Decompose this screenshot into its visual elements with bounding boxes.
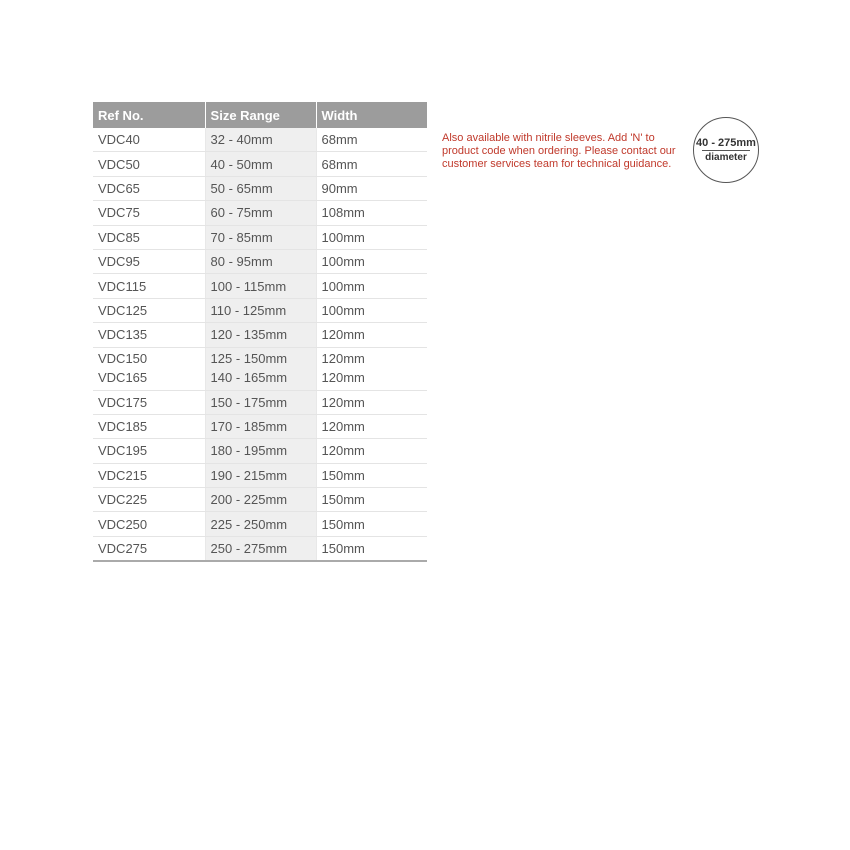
cell-width: 120mm <box>321 351 365 367</box>
cell-size-range: 70 - 85mm <box>205 225 316 249</box>
cell-ref: VDC65 <box>93 176 205 200</box>
cell-size-range: 200 - 225mm <box>205 488 316 512</box>
table-row <box>93 390 427 414</box>
cell-size-range: 60 - 75mm <box>205 201 316 225</box>
cell-size-range: 40 - 50mm <box>205 152 316 176</box>
header-width: Width <box>316 102 427 128</box>
cell-size-range: 140 - 165mm <box>205 370 316 391</box>
cell-width: 100mm <box>316 249 427 273</box>
cell-ref: VDC185 <box>93 414 205 438</box>
cell-width: 150mm <box>316 488 427 512</box>
cell-width: 68mm <box>316 128 427 152</box>
cell-ref: VDC225 <box>93 488 205 512</box>
table-row <box>93 128 427 152</box>
cell-ref: VDC50 <box>93 152 205 176</box>
cell-ref: VDC75 <box>93 201 205 225</box>
cell-size-range: 190 - 215mm <box>205 463 316 487</box>
cell-ref: VDC85 <box>93 225 205 249</box>
cell-ref: VDC215 <box>93 463 205 487</box>
table-row <box>93 536 427 561</box>
cell-size-range: 50 - 65mm <box>205 176 316 200</box>
cell-width: 120mm <box>316 370 427 391</box>
cell-size-range: 80 - 95mm <box>205 249 316 273</box>
cell-width: 150mm <box>316 536 427 561</box>
cell-size-range: 125 - 150mm <box>205 347 316 370</box>
table-row <box>93 439 427 463</box>
cell-ref: VDC275 <box>93 536 205 561</box>
cell-width: 120mm <box>316 439 427 463</box>
cell-size-range: 32 - 40mm <box>205 128 316 152</box>
cell-width: 150mm <box>316 512 427 536</box>
cell-ref: VDC175 <box>93 390 205 414</box>
badge-divider <box>702 150 750 151</box>
cell-ref: VDC150 <box>93 347 205 370</box>
cell-size-range: 150 - 175mm <box>205 390 316 414</box>
table-row <box>93 176 427 200</box>
cell-ref: VDC165 <box>93 370 205 391</box>
table-row <box>93 225 427 249</box>
cell-size-range: 170 - 185mm <box>205 414 316 438</box>
header-ref: Ref No. <box>93 102 205 128</box>
table-row <box>93 323 427 347</box>
cell-ref: VDC195 <box>93 439 205 463</box>
cell-width: 90mm <box>316 176 427 200</box>
cell-ref: VDC40 <box>93 128 205 152</box>
cell-width: 150mm <box>316 463 427 487</box>
cell-width: 108mm <box>316 201 427 225</box>
table-row <box>93 298 427 322</box>
cell-width: 68mm <box>316 152 427 176</box>
cell-width: 120mm <box>316 323 427 347</box>
cell-width: 120mm <box>316 414 427 438</box>
spec-table <box>93 102 427 562</box>
cell-size-range: 100 - 115mm <box>205 274 316 298</box>
cell-size-range: 120 - 135mm <box>205 323 316 347</box>
badge-label: diameter <box>705 152 747 163</box>
table-row <box>93 249 427 273</box>
cell-size-range: 110 - 125mm <box>205 298 316 322</box>
table-row <box>93 488 427 512</box>
cell-width: 100mm <box>316 225 427 249</box>
cell-ref: VDC115 <box>93 274 205 298</box>
header-size-range: Size Range <box>205 102 316 128</box>
nitrile-sleeves-note: Also available with nitrile sleeves. Add 'N' to product code when ordering. Please contact our customer services team for technical guidance. <box>442 132 676 170</box>
cell-ref: VDC125 <box>93 298 205 322</box>
table-row <box>93 370 427 391</box>
badge-range: 40 - 275mm <box>696 137 756 149</box>
table-row <box>93 274 427 298</box>
table-row <box>93 201 427 225</box>
cell-ref: VDC250 <box>93 512 205 536</box>
cell-ref: VDC135 <box>93 323 205 347</box>
table-row <box>93 414 427 438</box>
cell-size-range: 225 - 250mm <box>205 512 316 536</box>
cell-width: 120mm <box>316 390 427 414</box>
diameter-range-badge <box>693 117 759 183</box>
cell-ref: VDC95 <box>93 249 205 273</box>
table-row <box>93 152 427 176</box>
cell-size-range: 250 - 275mm <box>205 536 316 561</box>
table-row <box>93 347 427 370</box>
cell-width: 100mm <box>316 274 427 298</box>
table-row <box>93 512 427 536</box>
cell-width: 100mm <box>316 298 427 322</box>
table-row <box>93 463 427 487</box>
cell-size-range: 180 - 195mm <box>205 439 316 463</box>
table-header-row <box>93 102 427 128</box>
